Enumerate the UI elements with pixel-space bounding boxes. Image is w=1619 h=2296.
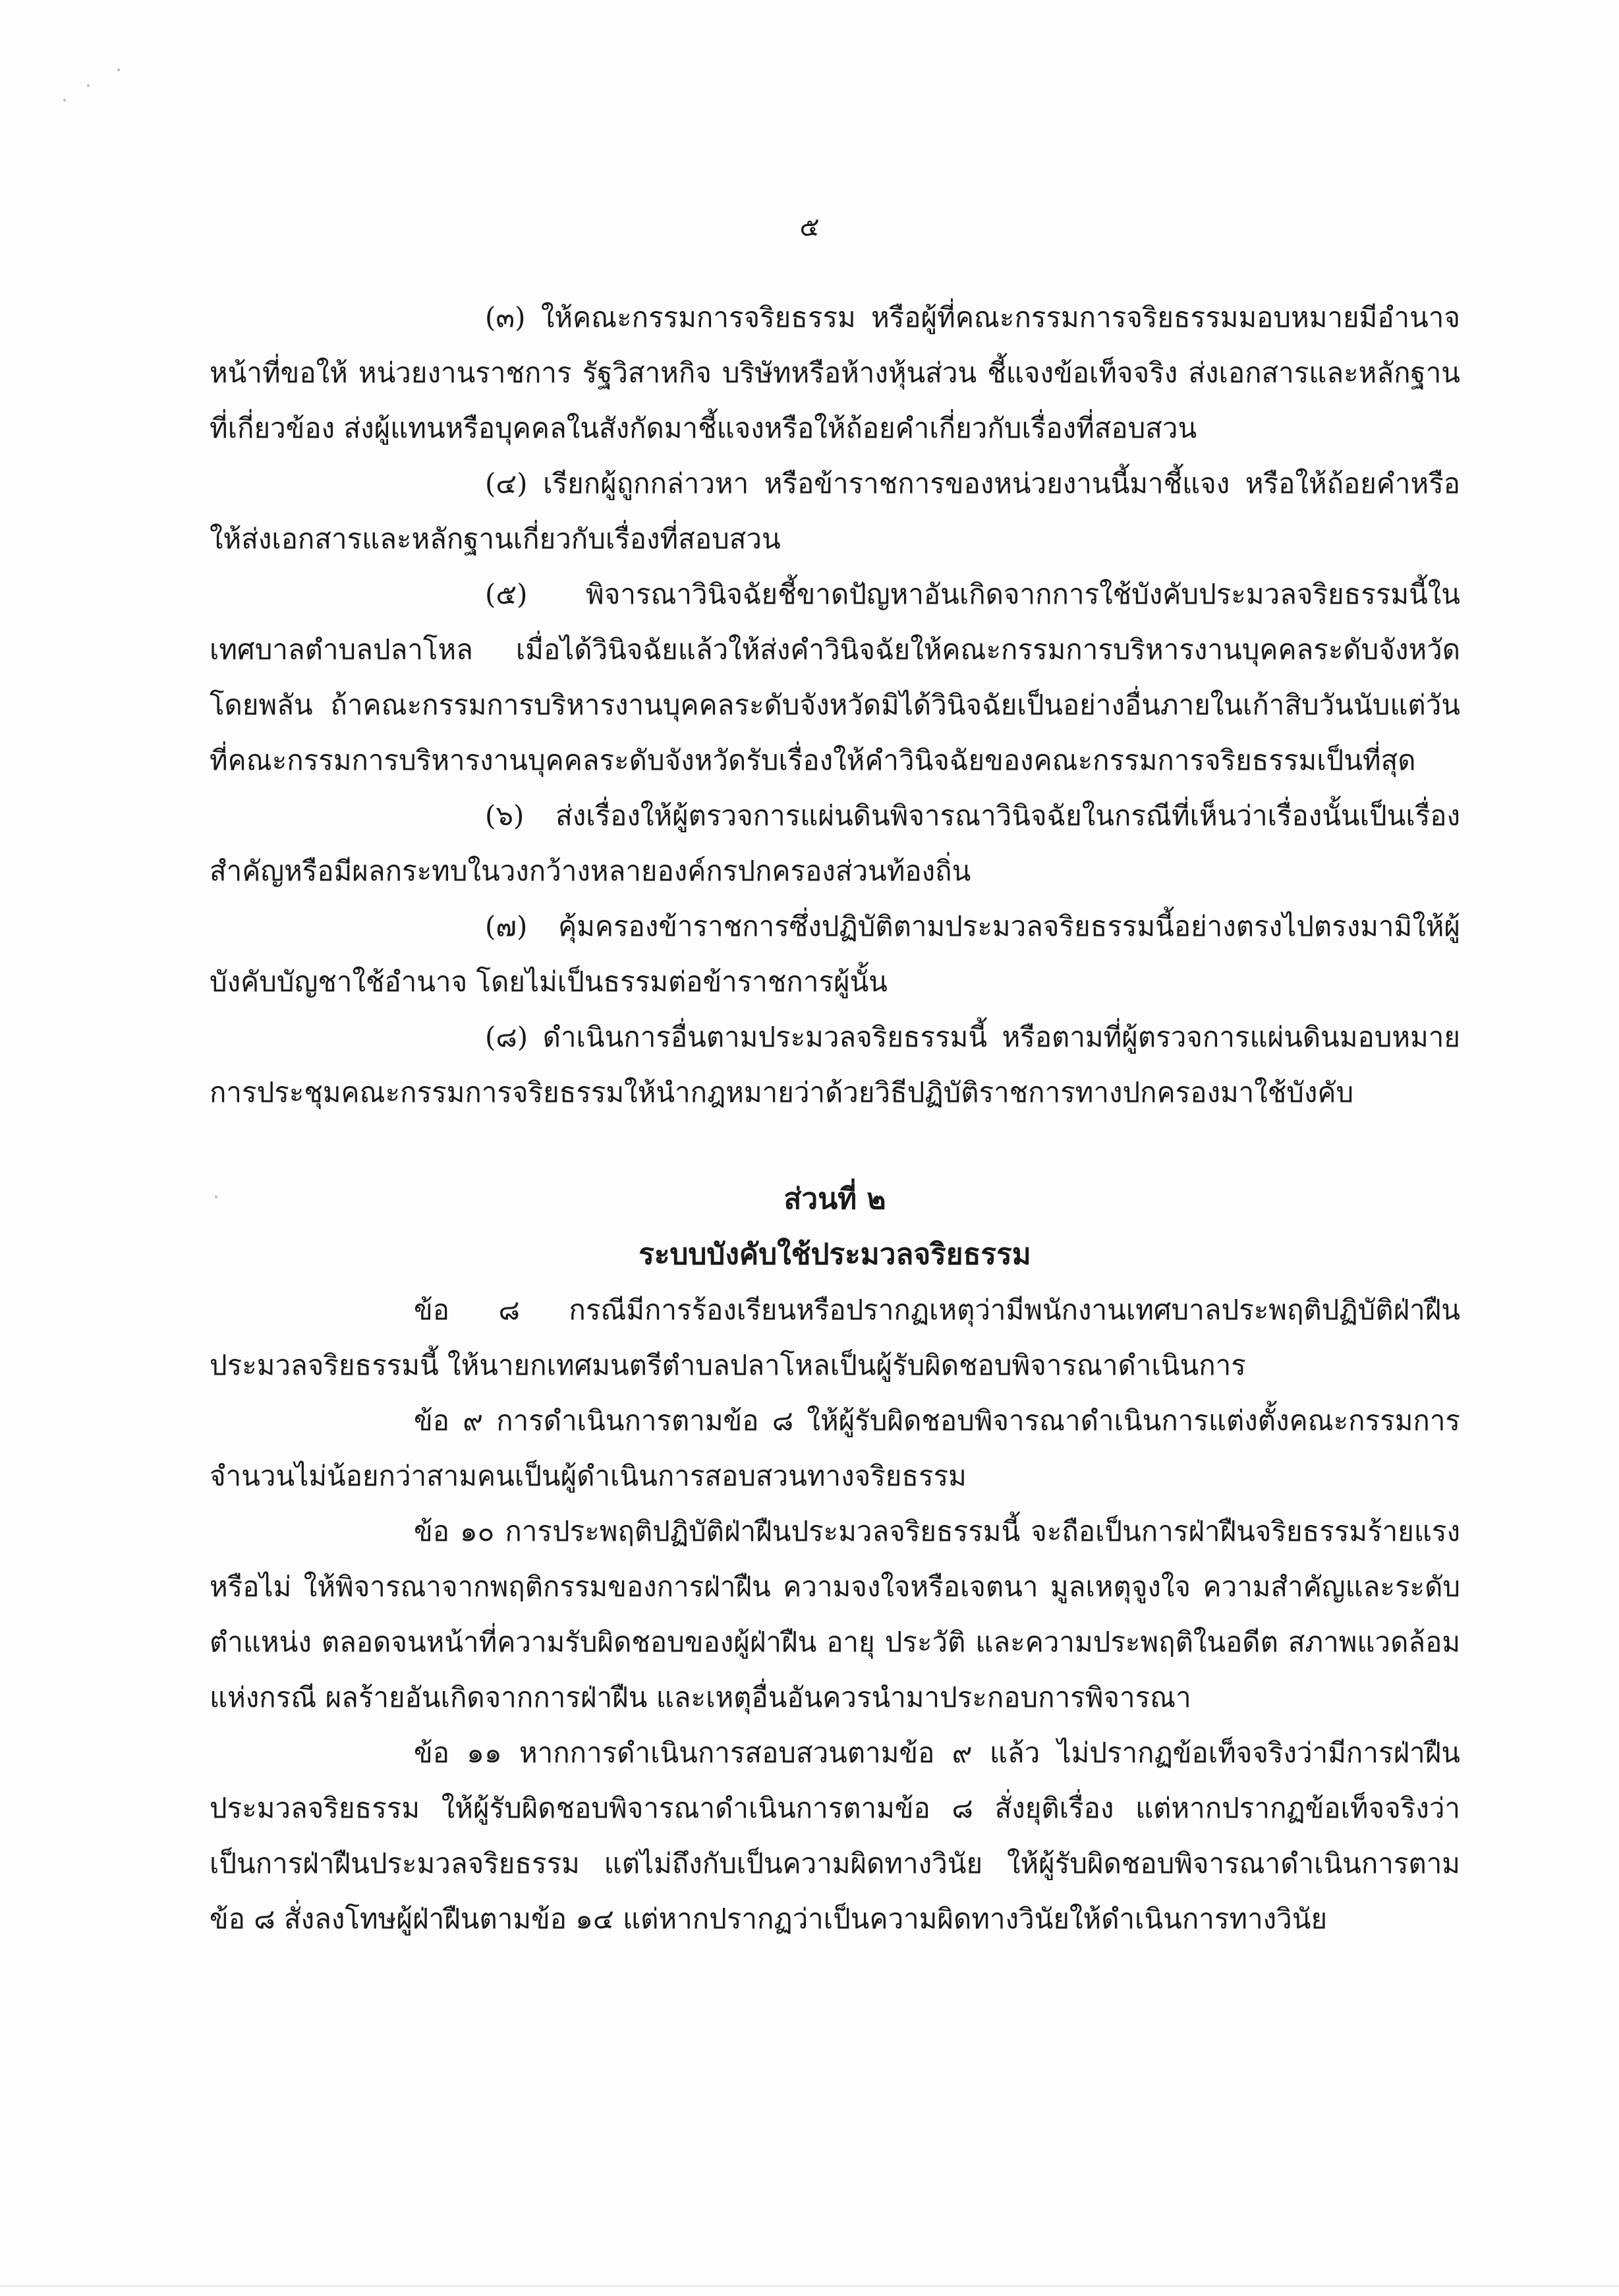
section-spacer — [210, 1120, 1460, 1172]
scan-speck — [63, 99, 66, 101]
numbered-item: (๕) พิจารณาวินิจฉัยชี้ขาดปัญหาอันเกิดจากการใช้บังคับประมวลจริยธรรมนี้ในเทศบาลตำบลปลาโหล เมื่อได้วินิจฉัยแล้วให้ส่งคำวินิจฉัยให้คณะกรรมการบริหารงานบุคคลระดับจังหวัดโดยพลัน ถ้าคณะกรรมการบริหารงานบุคคลระดับจังหวัดมิได้วินิจฉัยเป็นอย่างอื่นภายในเก้าสิบวันนับแต่วันที่คณะกรรมการบริหารงานบุคคลระดับจังหวัดรับเรื่องให้คำวินิจฉัยของคณะกรรมการจริยธรรมเป็นที่สุด — [210, 578, 1460, 776]
clause-paragraph: ข้อ ๑๑ หากการดำเนินการสอบสวนตามข้อ ๙ แล้ว ไม่ปรากฏข้อเท็จจริงว่ามีการฝ่าฝืนประมวลจริยธรรม ให้ผู้รับผิดชอบพิจารณาดำเนินการตามข้อ ๘ สั่งยุติเรื่อง แต่หากปรากฏข้อเท็จจริงว่าเป็นการฝ่าฝืนประมวลจริยธรรม แต่ไม่ถึงกับเป็นความผิดทางวินัย ให้ผู้รับผิดชอบพิจารณาดำเนินการตามข้อ ๘ สั่งลงโทษผู้ฝ่าฝืนตามข้อ ๑๔ แต่หากปรากฏว่าเป็นความผิดทางวินัยให้ดำเนินการทางวินัย — [210, 1736, 1460, 1935]
scan-edge-line — [0, 2285, 1619, 2287]
numbered-item: (๘) ดำเนินการอื่นตามประมวลจริยธรรมนี้ หรือตามที่ผู้ตรวจการแผ่นดินมอบหมายการประชุมคณะกรรมการจริยธรรมให้นำกฎหมายว่าด้วยวิธีปฏิบัติราชการทางปกครองมาใช้บังคับ — [210, 1021, 1460, 1108]
clause-paragraph: ข้อ ๑๐ การประพฤติปฏิบัติฝ่าฝืนประมวลจริยธรรมนี้ จะถือเป็นการฝ่าฝืนจริยธรรมร้ายแรงหรือไม่ ให้พิจารณาจากพฤติกรรมของการฝ่าฝืน ความจงใจหรือเจตนา มูลเหตุจูงใจ ความสำคัญและระดับตำแหน่ง ตลอดจนหน้าที่ความรับผิดชอบของผู้ฝ่าฝืน อายุ ประวัติ และความประพฤติในอดีต สภาพแวดล้อมแห่งกรณี ผลร้ายอันเกิดจากการฝ่าฝืน และเหตุอื่นอันควรนำมาประกอบการพิจารณา — [210, 1515, 1460, 1713]
section-subheading: ระบบบังคับใช้ประมวลจริยธรรม — [639, 1238, 1031, 1271]
page-number: ๕ — [799, 212, 820, 243]
numbered-item: (๔) เรียกผู้ถูกกล่าวหา หรือข้าราชการของหน่วยงานนี้มาชี้แจง หรือให้ถ้อยคำหรือให้ส่งเอกสารและหลักฐานเกี่ยวกับเรื่องที่สอบสวน — [210, 467, 1460, 555]
scan-speck — [87, 84, 90, 87]
scan-speck — [117, 69, 120, 71]
section-heading: ส่วนที่ ๒ — [783, 1182, 886, 1216]
clause-paragraph: ข้อ ๘ กรณีมีการร้องเรียนหรือปรากฏเหตุว่ามีพนักงานเทศบาลประพฤติปฏิบัติฝ่าฝืนประมวลจริยธรรมนี้ ให้นายกเทศมนตรีตำบลปลาโหลเป็นผู้รับผิดชอบพิจารณาดำเนินการ — [210, 1294, 1460, 1381]
numbered-item: (๖) ส่งเรื่องให้ผู้ตรวจการแผ่นดินพิจารณาวินิจฉัยในกรณีที่เห็นว่าเรื่องนั้นเป็นเรื่องสำคัญหรือมีผลกระทบในวงกว้างหลายองค์กรปกครองส่วนท้องถิ่น — [210, 799, 1460, 887]
numbered-item: (๓) ให้คณะกรรมการจริยธรรม หรือผู้ที่คณะกรรมการจริยธรรมมอบหมายมีอำนาจหน้าที่ขอให้ หน่วยงานราชการ รัฐวิสาหกิจ บริษัทหรือห้างหุ้นส่วน ชี้แจงข้อเท็จจริง ส่งเอกสารและหลักฐานที่เกี่ยวข้อง ส่งผู้แทนหรือบุคคลในสังกัดมาชี้แจงหรือให้ถ้อยคำเกี่ยวกับเรื่องที่สอบสวน — [210, 301, 1460, 444]
document-body — [210, 290, 1460, 1947]
numbered-item: (๗) คุ้มครองข้าราชการซึ่งปฏิบัติตามประมวลจริยธรรมนี้อย่างตรงไปตรงมามิให้ผู้บังคับบัญชาใช้อำนาจ โดยไม่เป็นธรรมต่อข้าราชการผู้นั้น — [210, 910, 1460, 998]
clause-paragraph: ข้อ ๙ การดำเนินการตามข้อ ๘ ให้ผู้รับผิดชอบพิจารณาดำเนินการแต่งตั้งคณะกรรมการจำนวนไม่น้อยกว่าสามคนเป็นผู้ดำเนินการสอบสวนทางจริยธรรม — [210, 1404, 1460, 1492]
